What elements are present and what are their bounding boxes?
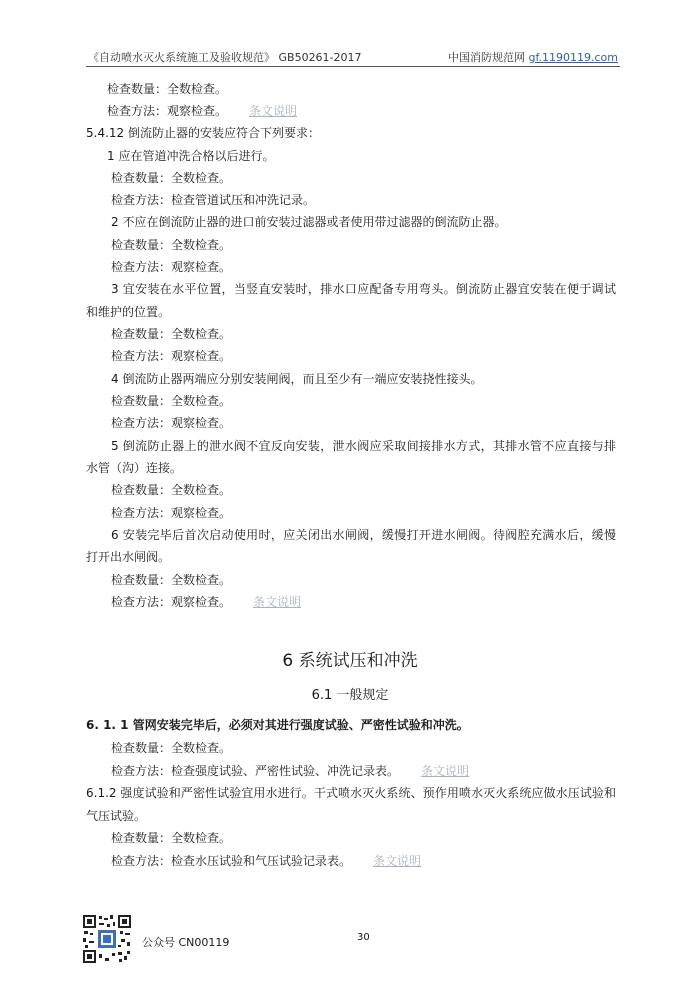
text-line: 6 安装完毕后首次启动使用时，应关闭出水闸阀，缓慢打开进水闸阀。待阀腔充满水后，缓慢 [111, 528, 616, 542]
header-site [448, 49, 618, 65]
text-line: 检查方法：观察检查。 [111, 260, 232, 274]
text-line: 检查方法：观察检查。 [111, 349, 232, 363]
text-span: 检查方法：观察检查。 [107, 104, 228, 118]
text-line: 3 宜安装在水平位置，当竖直安装时，排水口应配备专用弯头。倒流防止器宜安装在便于调试 [111, 282, 616, 296]
text-line: 打开出水闸阀。 [86, 550, 171, 564]
text-line: 检查方法：检查管道试压和冲洗记录。 [111, 193, 316, 207]
text-line: 检查方法：观察检查。 [111, 416, 232, 430]
text-span: 检查方法：检查水压试验和气压试验记录表。 [111, 854, 352, 868]
page-header [88, 49, 618, 67]
text-line: 4 倒流防止器两端应分别安装闸阀，而且至少有一端应安装挠性接头。 [111, 372, 483, 386]
text-line: 气压试验。 [86, 809, 147, 823]
text-line: 和维护的位置。 [86, 305, 171, 319]
text-span: 检查方法：检查强度试验、严密性试验、冲洗记录表。 [111, 764, 400, 778]
text-line [111, 595, 301, 609]
text-line: 1 应在管道冲洗合格以后进行。 [107, 149, 275, 163]
clause-note-link[interactable]: 条文说明 [373, 854, 422, 868]
clause-heading: 6.1.2 强度试验和严密性试验宜用水进行。干式喷水灭火系统、预作用喷水灭火系统应做水压试验和 [86, 786, 616, 800]
text-line: 检查数量：全数检查。 [111, 831, 232, 845]
clause-note-link[interactable]: 条文说明 [421, 764, 470, 778]
text-line: 检查数量：全数检查。 [111, 171, 232, 185]
text-line: 检查数量：全数检查。 [111, 573, 232, 587]
text-line: 检查方法：观察检查。 [111, 506, 232, 520]
text-line: 检查数量：全数检查。 [111, 394, 232, 408]
text-line: 检查数量：全数检查。 [111, 483, 232, 497]
clause-note-link[interactable]: 条文说明 [253, 595, 302, 609]
text-line: 水管（沟）连接。 [86, 461, 183, 475]
chapter-title: 6 系统试压和冲洗 [282, 651, 418, 671]
text-line: 检查数量：全数检查。 [111, 327, 232, 341]
text-line [107, 104, 297, 118]
text-line: 检查数量：全数检查。 [111, 741, 232, 755]
header-site-link[interactable]: gf.1190119.com [528, 51, 618, 64]
wechat-account: 公众号 CN00119 [142, 936, 230, 949]
header-site-name: 中国消防规范网 [447, 51, 525, 64]
text-span: 检查方法：观察检查。 [111, 595, 232, 609]
header-divider [86, 66, 620, 67]
text-line: 2 不应在倒流防止器的进口前安装过滤器或者使用带过滤器的倒流防止器。 [111, 215, 507, 229]
text-line [111, 854, 421, 868]
text-line [111, 764, 469, 778]
section-title: 6.1 一般规定 [311, 688, 389, 703]
text-line: 检查数量：全数检查。 [111, 238, 232, 252]
clause-heading: 5.4.12 倒流防止器的安装应符合下列要求： [86, 126, 320, 140]
header-title: 《自动喷水灭火系统施工及验收规范》 GB50261-2017 [88, 51, 362, 64]
clause-note-link[interactable]: 条文说明 [249, 104, 298, 118]
text-line: 检查数量：全数检查。 [107, 82, 228, 96]
clause-heading: 6. 1. 1 管网安装完毕后，必须对其进行强度试验、严密性试验和冲洗。 [86, 718, 469, 732]
qr-code-icon [82, 914, 132, 964]
text-line: 5 倒流防止器上的泄水阀不宜反向安装，泄水阀应采取间接排水方式，其排水管不应直接与排 [111, 439, 616, 453]
page-number: 30 [357, 932, 370, 943]
